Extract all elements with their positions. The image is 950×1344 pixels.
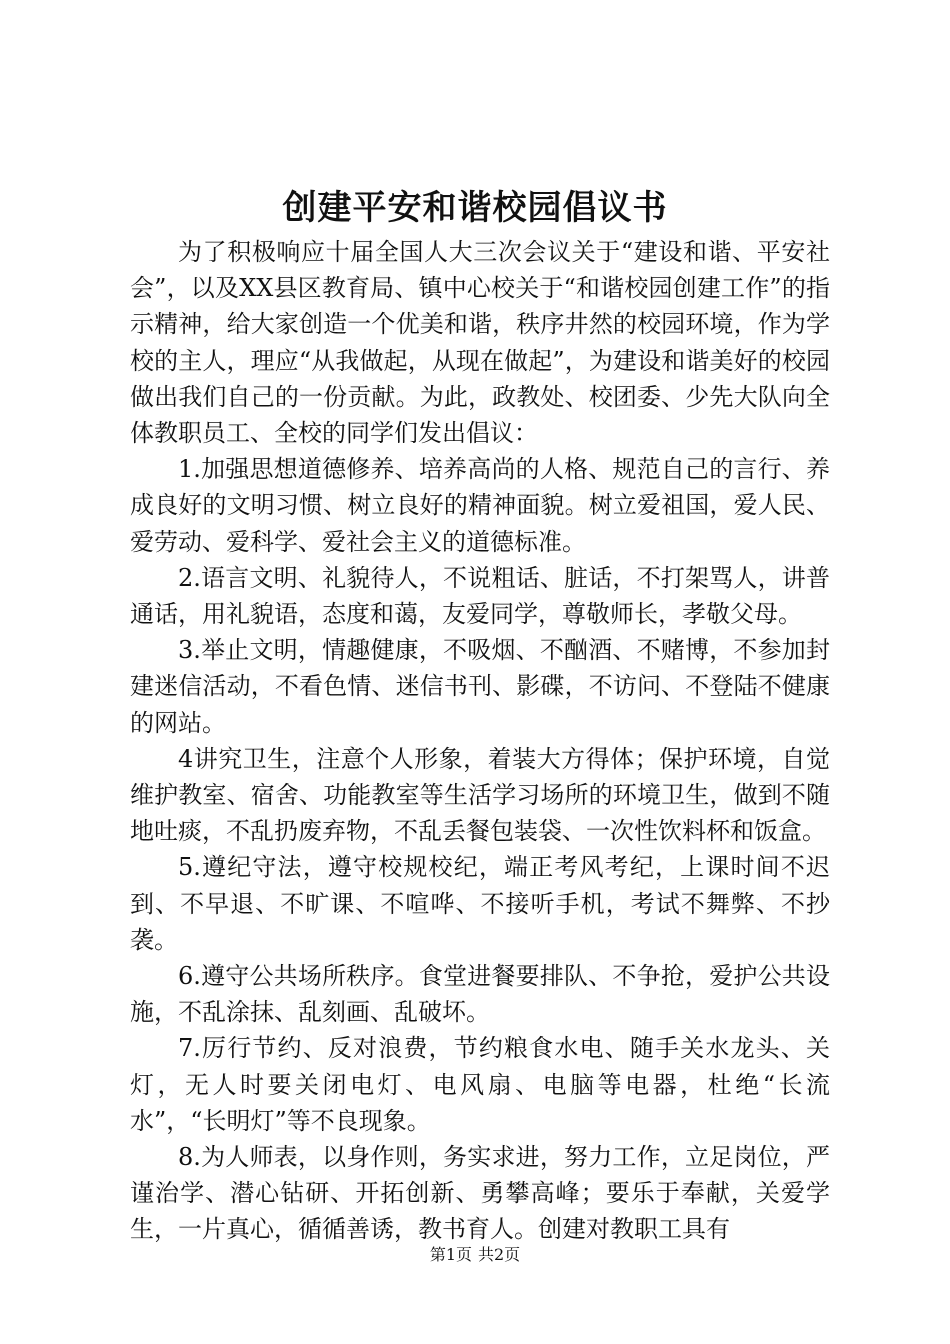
- proposal-item-4: 4讲究卫生，注意个人形象，着装大方得体；保护环境，自觉维护教室、宿舍、功能教室等生活学习场所的环境卫生，做到不随地吐痰，不乱扔废弃物，不乱丢餐包装袋、一次性饮料杯和饭盒。: [130, 744, 830, 846]
- proposal-item-7: 7.厉行节约、反对浪费，节约粮食水电、随手关水龙头、关灯，无人时要关闭电灯、电风扇、电脑等电器，杜绝“长流水”，“长明灯”等不良现象。: [130, 1034, 830, 1135]
- proposal-item-3: 3.举止文明，情趣健康，不吸烟、不酗酒、不赌博，不参加封建迷信活动，不看色情、迷信书刊、影碟，不访问、不登陆不健康的网站。: [130, 636, 830, 737]
- proposal-item-5: 5.遵纪守法，遵守校规校纪，端正考风考纪，上课时间不迟到、不早退、不旷课、不喧哗、不接听手机，考试不舞弊、不抄袭。: [130, 853, 830, 954]
- page-footer: [0, 1244, 950, 1266]
- document-body: [130, 234, 830, 1248]
- page-number-current: 第1页: [429, 1245, 472, 1264]
- proposal-item-1: 1.加强思想道德修养、培养高尚的人格、规范自己的言行、养成良好的文明习惯、树立良好的精神面貌。树立爱祖国，爱人民、爱劳动、爱科学、爱社会主义的道德标准。: [130, 455, 830, 556]
- document-title: 创建平安和谐校园倡议书: [282, 188, 668, 228]
- proposal-item-8: 8.为人师表，以身作则，务实求进，努力工作，立足岗位，严谨治学、潜心钻研、开拓创新、勇攀高峰；要乐于奉献，关爱学生，一片真心，循循善诱，教书育人。创建对教职工具有: [130, 1143, 830, 1244]
- page-number-total: 共2页: [478, 1245, 521, 1264]
- proposal-item-6: 6.遵守公共场所秩序。食堂进餐要排队、不争抢，爱护公共设施，不乱涂抹、乱刻画、乱破坏。: [130, 962, 830, 1027]
- proposal-item-2: 2.语言文明、礼貌待人，不说粗话、脏话，不打架骂人，讲普通话，用礼貌语，态度和蔼，友爱同学，尊敬师长，孝敬父母。: [130, 563, 830, 629]
- intro-paragraph: 为了积极响应十届全国人大三次会议关于“建设和谐、平安社会”，以及XX县区教育局、镇中心校关于“和谐校园创建工作”的指示精神，给大家创造一个优美和谐，秩序井然的校园环境，作为学校的主人，理应“从我做起，从现在做起”，为建设和谐美好的校园做出我们自己的一份贡献。为此，政教处、校团委、少先大队向全体教职员工、全校的同学们发出倡议：: [130, 238, 830, 448]
